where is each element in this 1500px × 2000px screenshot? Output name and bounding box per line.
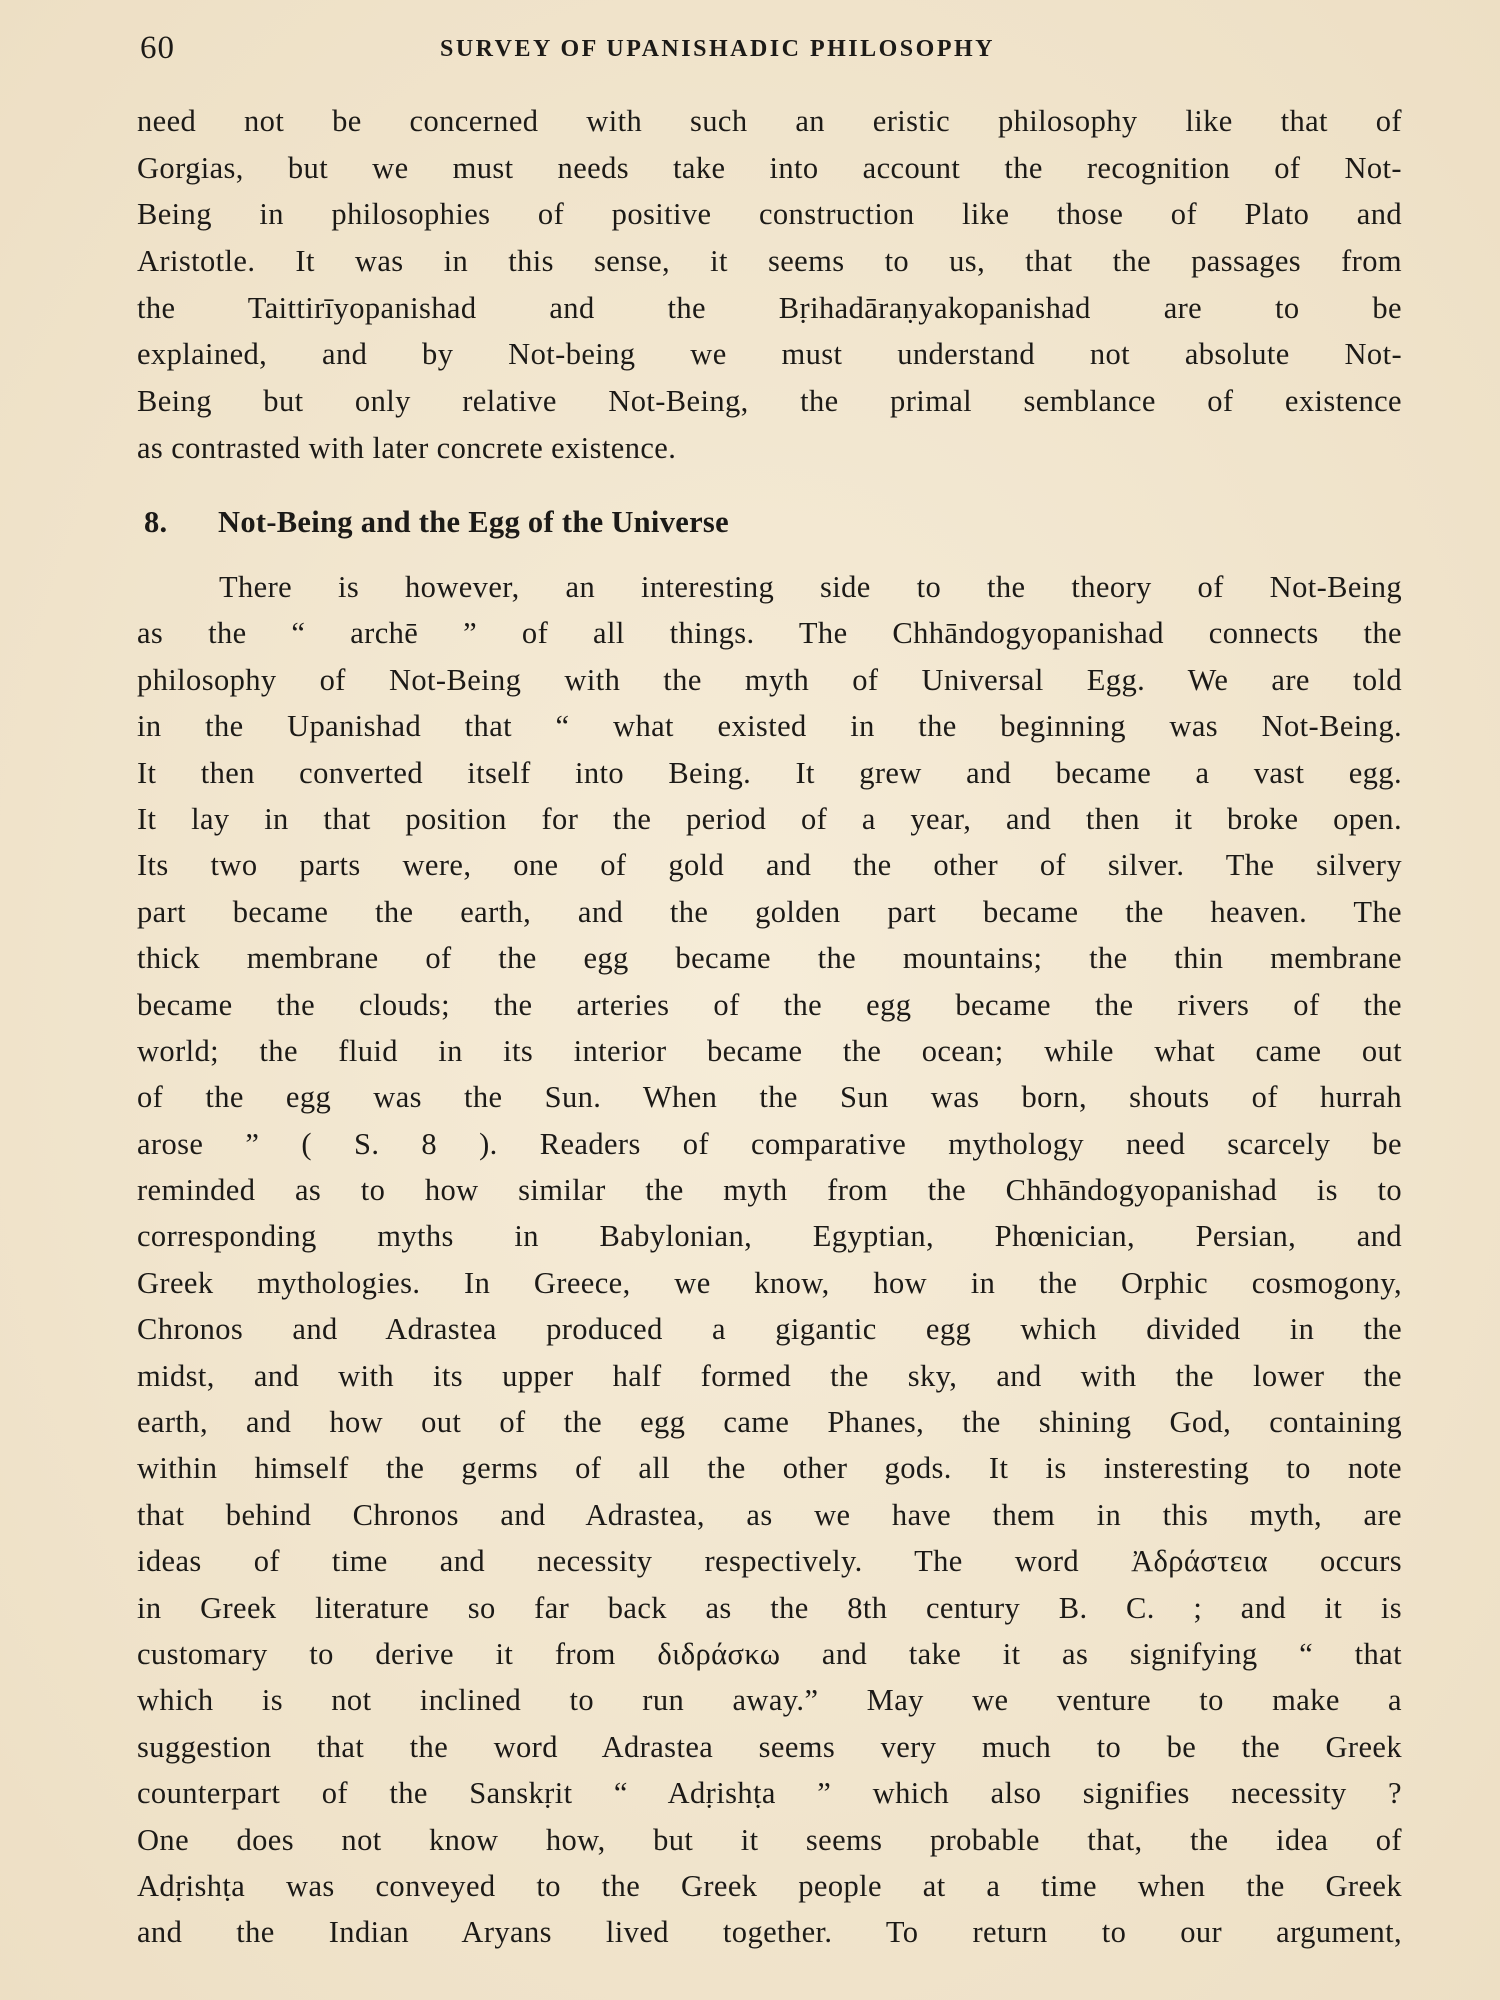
text-line: which is not inclined to run away.” May we venture to make a — [137, 1683, 1402, 1718]
text-line: in the Upanishad that “ what existed in the beginning was Not-Being. — [137, 709, 1402, 744]
text-line: in Greek literature so far back as the 8th century B. C. ; and it is — [137, 1590, 1402, 1625]
text-line: corresponding myths in Babylonian, Egyptian, Phœnician, Persian, and — [137, 1219, 1402, 1254]
text-line: reminded as to how similar the myth from the Chhāndogyopanishad is to — [137, 1173, 1402, 1208]
text-line: Aristotle. It was in this sense, it seems to us, that the passages from — [137, 244, 1402, 279]
text-line: Its two parts were, one of gold and the other of silver. The silvery — [137, 848, 1402, 883]
text-line: earth, and how out of the egg came Phanes, the shining God, containing — [137, 1405, 1402, 1440]
text-line: need not be concerned with such an eristic philosophy like that of — [137, 104, 1402, 138]
text-line: There is however, an interesting side to the theory of Not-Being — [219, 570, 1402, 604]
text-line: thick membrane of the egg became the mountains; the thin membrane — [137, 941, 1402, 976]
text-line: world; the fluid in its interior became the ocean; while what came out — [137, 1033, 1402, 1068]
text-line: Being but only relative Not-Being, the primal semblance of existence — [137, 384, 1402, 419]
running-title: SURVEY OF UPANISHADIC PHILOSOPHY — [440, 36, 995, 62]
running-header — [140, 30, 1390, 70]
text-line: as contrasted with later concrete existence. — [137, 430, 677, 465]
text-line: Greek mythologies. In Greece, we know, how in the Orphic cosmogony, — [137, 1265, 1402, 1300]
text-line: arose ” ( S. 8 ). Readers of comparative mythology need scarcely be — [137, 1126, 1402, 1161]
text-line: part became the earth, and the golden part became the heaven. The — [137, 894, 1402, 929]
text-line: Chronos and Adrastea produced a gigantic egg which divided in the — [137, 1312, 1402, 1347]
paragraph-1 — [137, 98, 1402, 472]
text-line: ideas of time and necessity respectively. The word Ἀδράστεια occurs — [137, 1544, 1402, 1579]
text-line: Gorgias, but we must needs take into account the recognition of Not- — [137, 150, 1402, 185]
text-line: and the Indian Aryans lived together. To return to our argument, — [137, 1915, 1402, 1950]
text-line: customary to derive it from διδράσκω and take it as signifying “ that — [137, 1636, 1402, 1671]
text-line: the Taittirīyopanishad and the Bṛihadāraṇyakopanishad are to be — [137, 290, 1402, 325]
text-line: One does not know how, but it seems probable that, the idea of — [137, 1822, 1402, 1857]
text-line: explained, and by Not-being we must understand not absolute Not- — [137, 337, 1402, 372]
section-heading — [144, 505, 729, 540]
text-line: It lay in that position for the period of a year, and then it broke open. — [137, 801, 1402, 836]
text-line: midst, and with its upper half formed the sky, and with the lower the — [137, 1358, 1402, 1393]
paragraph-2 — [137, 564, 1402, 1956]
text-line: within himself the germs of all the other gods. It is insteresting to note — [137, 1451, 1402, 1486]
text-line: that behind Chronos and Adrastea, as we have them in this myth, are — [137, 1497, 1402, 1532]
text-line: Being in philosophies of positive construction like those of Plato and — [137, 197, 1402, 232]
text-line: as the “ archē ” of all things. The Chhāndogyopanishad connects the — [137, 616, 1402, 651]
text-line: suggestion that the word Adrastea seems very much to be the Greek — [137, 1729, 1402, 1764]
text-line: Adṛishṭa was conveyed to the Greek people at a time when the Greek — [137, 1868, 1402, 1903]
section-number: 8. — [144, 505, 168, 539]
text-line: It then converted itself into Being. It grew and became a vast egg. — [137, 755, 1402, 790]
text-line: became the clouds; the arteries of the egg became the rivers of the — [137, 987, 1402, 1022]
section-title: Not-Being and the Egg of the Universe — [218, 505, 729, 539]
text-line: of the egg was the Sun. When the Sun was born, shouts of hurrah — [137, 1080, 1402, 1115]
text-line: philosophy of Not-Being with the myth of Universal Egg. We are told — [137, 662, 1402, 697]
page-number: 60 — [140, 30, 175, 66]
text-line: counterpart of the Sanskṛit “ Adṛishṭa ” which also signifies necessity ? — [137, 1776, 1402, 1811]
